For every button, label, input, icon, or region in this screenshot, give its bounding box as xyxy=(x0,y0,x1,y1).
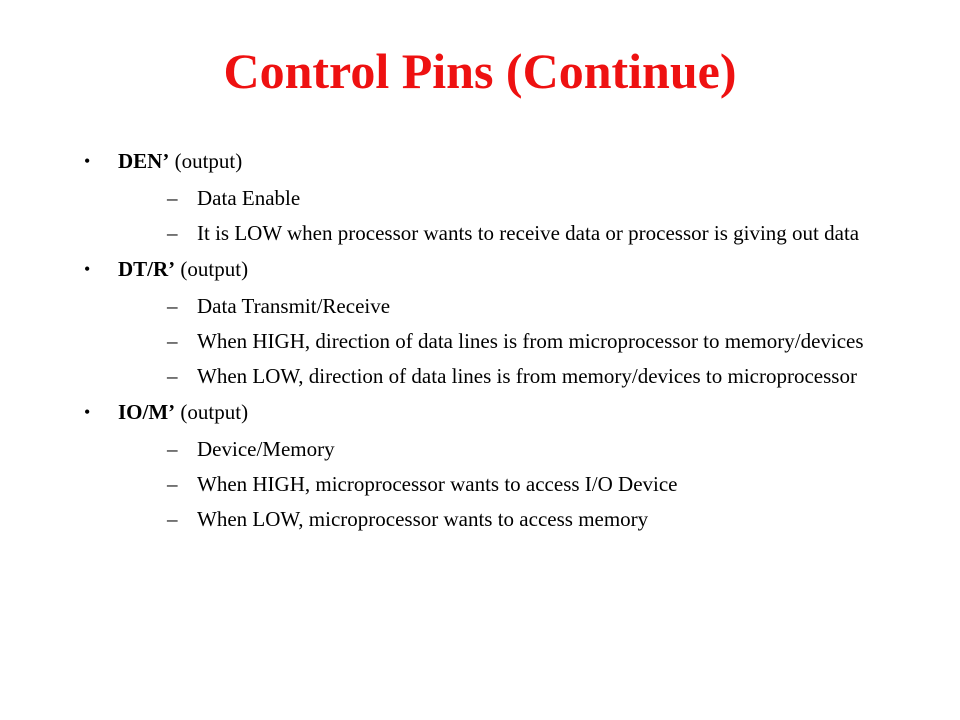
sub-item-text: When LOW, direction of data lines is from memory/devices to microprocessor xyxy=(197,364,857,388)
sub-item xyxy=(118,327,888,355)
sub-item xyxy=(118,184,888,212)
sub-item-text: Device/Memory xyxy=(197,437,335,461)
sub-item xyxy=(118,505,888,533)
dash-icon: – xyxy=(167,507,178,531)
slide-title: Control Pins (Continue) xyxy=(223,43,737,99)
bullet-dot-icon: • xyxy=(84,151,91,171)
sub-item-text: When HIGH, microprocessor wants to access I/O Device xyxy=(197,472,678,496)
dash-icon: – xyxy=(167,437,178,461)
sub-item-text: Data Enable xyxy=(197,186,301,210)
sub-list xyxy=(118,292,888,390)
bullet-item xyxy=(80,396,888,533)
bullet-dot-icon: • xyxy=(84,402,91,422)
dash-icon: – xyxy=(167,221,178,245)
bullet-item xyxy=(80,145,888,247)
sub-list xyxy=(118,184,888,247)
dash-icon: – xyxy=(167,364,178,388)
sub-item-text: It is LOW when processor wants to receive data or processor is giving out data xyxy=(197,221,860,245)
bullet-suffix: (output) xyxy=(175,257,249,281)
bullet-item xyxy=(80,253,888,390)
dash-icon: – xyxy=(167,186,178,210)
sub-item-text: Data Transmit/Receive xyxy=(197,294,391,318)
sub-list xyxy=(118,435,888,533)
sub-item-text: When LOW, microprocessor wants to access memory xyxy=(197,507,649,531)
sub-item xyxy=(118,219,888,247)
sub-item xyxy=(118,435,888,463)
dash-icon: – xyxy=(167,472,178,496)
sub-item xyxy=(118,470,888,498)
bullet-term: DT/R’ xyxy=(118,257,176,281)
bullet-term: DEN’ xyxy=(118,149,170,173)
bullet-suffix: (output) xyxy=(175,400,249,424)
bullet-term: IO/M’ xyxy=(118,400,176,424)
sub-item xyxy=(118,362,888,390)
dash-icon: – xyxy=(167,294,178,318)
bullet-list xyxy=(80,143,888,533)
dash-icon: – xyxy=(167,329,178,353)
sub-item-text: When HIGH, direction of data lines is from microprocessor to memory/devices xyxy=(197,329,864,353)
bullet-suffix: (output) xyxy=(169,149,243,173)
sub-item xyxy=(118,292,888,320)
bullet-dot-icon: • xyxy=(84,259,91,279)
